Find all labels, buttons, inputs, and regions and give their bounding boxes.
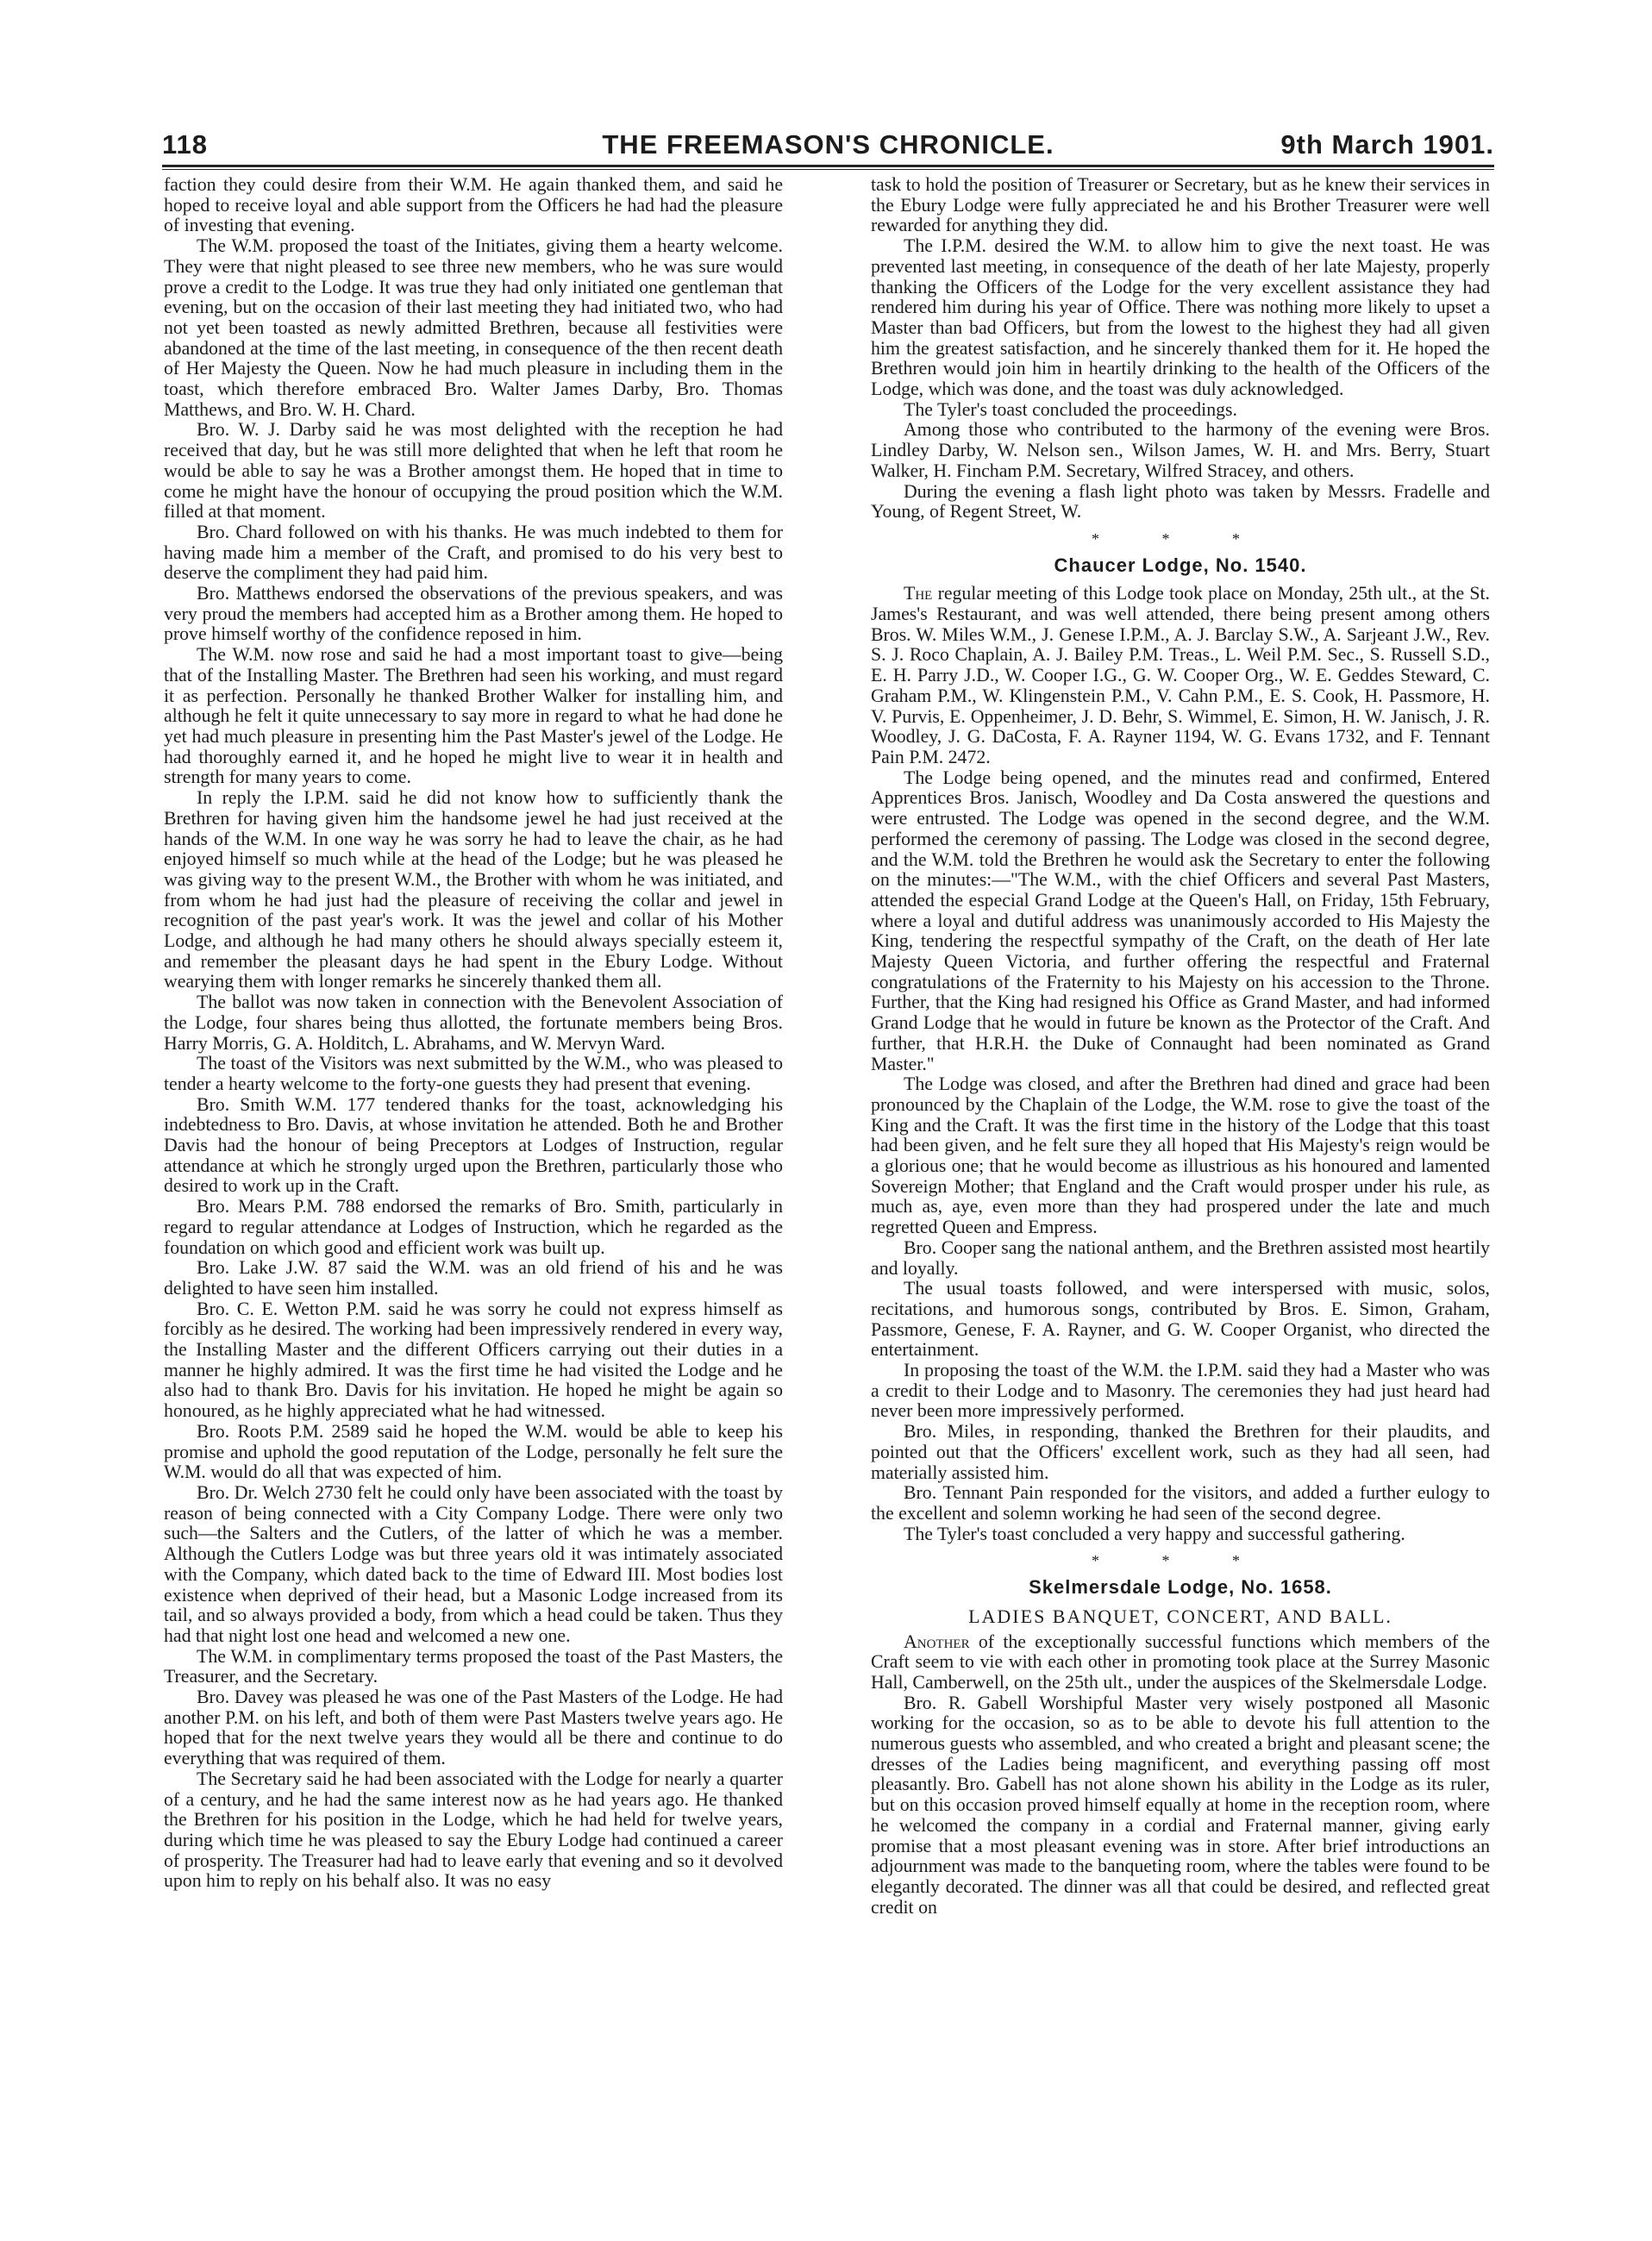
paragraph <box>871 584 1490 767</box>
paragraph: The usual toasts followed, and were interspersed with music, solos, recitations, and humorous songs, contributed by Bros. E. Simon, Graham, Passmore, Genese, F. A. Rayner, and G. W. Cooper Organist, who directed the entertainment. <box>871 1278 1490 1361</box>
paragraph: Bro. Dr. Welch 2730 felt he could only have been associated with the toast by reason of being connected with a City Company Lodge. There were only two such—the Salters and the Cutlers, of the latter of which he was a member. Although the Cutlers Lodge was but three years old it was intimately associated with the Company, which dated back to the time of Edward III. Most bodies lost existence when deprived of their head, but a Masonic Lodge increased from its tail, and so always provided a body, from which a head could be taken. Thus they had that night lost one head and welcomed a new one. <box>164 1482 783 1646</box>
left-column <box>164 175 783 2210</box>
paragraph: Bro. Mears P.M. 788 endorsed the remarks of Bro. Smith, particularly in regard to regular attendance at Lodges of Instruction, which he regarded as the foundation on which good and efficient work was built up. <box>164 1196 783 1258</box>
issue-date: 9th March 1901. <box>1280 129 1494 160</box>
right-column <box>871 175 1490 2210</box>
paragraph: Bro. Cooper sang the national anthem, and the Brethren assisted most heartily and loyally. <box>871 1236 1490 1279</box>
skelmersdale-lodge-heading: Skelmersdale Lodge, No. 1658. <box>1029 1576 1332 1599</box>
page-number: 118 <box>162 129 209 160</box>
paragraph: task to hold the position of Treasurer or Secretary, but as he knew their services in the Ebury Lodge were fully appreciated he and his Brother Treasurer were well rewarded for anything they did. <box>871 175 1490 236</box>
paragraph: faction they could desire from their W.M. He again thanked them, and said he hoped to receive loyal and able support from the Officers he had had the pleasure of investing that evening. <box>164 175 783 236</box>
paragraph: Bro. C. E. Wetton P.M. said he was sorry he could not express himself as forcibly as he desired. The working had been impressively rendered in every way, the Installing Master and the different Officers carrying out their duties in a manner he highly admired. It was the first time he had visited the Lodge and he also had to thank Bro. Davis for his invitation. He hoped he might be again so honoured, as he highly appreciated what he had witnessed. <box>164 1298 783 1422</box>
paragraph: The Lodge was closed, and after the Brethren had dined and grace had been pronounced by the Chaplain of the Lodge, the W.M. rose to give the toast of the King and the Craft. It was the first time in the history of the Lodge that this toast had been given, and he felt sure they all hoped that His Majesty's reign would be a glorious one; that he would become as illustrious as his honoured and lamented Sovereign Mother; that England and the Craft would prosper under his rule, as much as, aye, even more than they had prospered under the late and much regretted Queen and Empress. <box>871 1074 1490 1238</box>
page-header <box>162 129 1494 164</box>
paragraph: Bro. W. J. Darby said he was most delighted with the reception he had received that day, but he was still more delighted that when he left that room he would be able to say he was a Brother amongst them. He hoped that in time to come he might have the honour of occupying the proud position which the W.M. filled at that moment. <box>164 419 783 523</box>
section-separator: * * * <box>1092 529 1269 548</box>
event-subheading: LADIES BANQUET, CONCERT, AND BALL. <box>968 1605 1392 1627</box>
paragraph: Bro. Smith W.M. 177 tendered thanks for the toast, acknowledging his indebtedness to Bro. Davis, at whose invitation he attended. Both he and Brother Davis had the honour of being Preceptors at Lodges of Instruction, regular attendance at which he strongly urged upon the Brethren, particularly those who desired to work up in the Craft. <box>164 1093 783 1197</box>
paragraph: Among those who contributed to the harmony of the evening were Bros. Lindley Darby, W. Nelson sen., Wilson James, W. H. and Mrs. Berry, Stuart Walker, H. Fincham P.M. Secretary, Wilfred Stracey, and others. <box>871 419 1490 481</box>
header-rule-thin <box>162 169 1494 170</box>
paragraph: The I.P.M. desired the W.M. to allow him to give the next toast. He was prevented last meeting, in consequence of the death of her late Majesty, properly thanking the Officers of the Lodge for the very excellent assistance they had rendered him during his year of Office. There was nothing more likely to upset a Master than bad Officers, but from the lowest to the highest they had all given him the greatest satisfaction, and he sincerely thanked them for it. He hoped the Brethren would join him in heartily drinking to the health of the Officers of the Lodge, which was done, and the toast was duly acknowledged. <box>871 235 1490 400</box>
paragraph: Bro. Chard followed on with his thanks. He was much indebted to them for having made him a member of the Craft, and promised to do his very best to deserve the compliment they had paid him. <box>164 521 783 584</box>
publication-title: THE FREEMASON'S CHRONICLE. <box>602 129 1054 160</box>
paragraph: In proposing the toast of the W.M. the I.P.M. said they had a Master who was a credit to their Lodge and to Masonry. The ceremonies they had just heard had never been more impressively performed. <box>871 1360 1490 1422</box>
chaucer-lodge-heading: Chaucer Lodge, No. 1540. <box>1054 554 1307 576</box>
paragraph: The Lodge being opened, and the minutes read and confirmed, Entered Apprentices Bros. Janisch, Woodley and Da Costa answered the questions and were entrusted. The Lodge was opened in the second degree, and the W.M. performed the ceremony of passing. The Lodge was closed in the second degree, and the W.M. told the Brethren he would ask the Secretary to enter the following on the minutes:—"The W.M., with the chief Officers and several Past Masters, attended the especial Grand Lodge at the Queen's Hall, on Friday, 15th February, where a loyal and dutiful address was unanimously accorded to His Majesty the King, tendering the respectful sympathy of the Craft, on the death of Her late Majesty Queen Victoria, and further offering the respectful and Fraternal congratulations of the Fraternity to his Majesty on his accession to the Throne. Further, that the King had resigned his Office as Grand Master, and had informed Grand Lodge that he would in future be known as the Protector of the Craft. And further, that H.R.H. the Duke of Connaught had been nominated as Grand Master." <box>871 767 1490 1074</box>
paragraph-text: regular meeting of this Lodge took place on Monday, 25th ult., at the St. James's Restaurant, and was well attended, there being present among others Bros. W. Miles W.M., J. Genese I.P.M., A. J. Barclay S.W., A. Sarjeant J.W., Rev. S. J. Roco Chaplain, A. J. Bailey P.M. Treas., L. Weil P.M. Sec., S. Russell S.D., E. H. Parry J.D., W. Cooper I.G., G. W. Cooper Org., W. E. Geddes Steward, C. Graham P.M., W. Klingenstein P.M., V. Cahn P.M., E. S. Cook, H. Passmore, H. V. Purvis, E. Oppenheimer, J. D. Behr, S. Wimmel, E. Simon, H. W. Janisch, J. R. Woodley, J. G. DaCosta, F. A. Rayner 1194, W. G. Evans 1732, and F. Tennant Pain P.M. 2472. <box>871 583 1490 767</box>
paragraph: Bro. Miles, in responding, thanked the Brethren for their plaudits, and pointed out that the Officers' excellent work, such as they had all seen, had materially assisted him. <box>871 1421 1490 1483</box>
section-separator: * * * <box>1092 1552 1269 1570</box>
paragraph: The Tyler's toast concluded the proceedings. <box>904 398 1237 420</box>
paragraph: The W.M. now rose and said he had a most important toast to give—being that of the Installing Master. The Brethren had seen his working, and must regard it as perfection. Personally he thanked Brother Walker for installing him, and although he felt it quite unnecessary to say more in regard to what he had done he yet had much pleasure in presenting him the Past Master's jewel of the Lodge. He had thoroughly earned it, and he hoped he might live to wear it in health and strength for many years to come. <box>164 644 783 788</box>
paragraph: Bro. Tennant Pain responded for the visitors, and added a further eulogy to the excellent and solemn working he had seen of the second degree. <box>871 1482 1490 1524</box>
paragraph: The ballot was now taken in connection with the Benevolent Association of the Lodge, four shares being thus allotted, the fortunate members being Bros. Harry Morris, G. A. Holditch, L. Abrahams, and W. Mervyn Ward. <box>164 992 783 1054</box>
paragraph: Bro. Lake J.W. 87 said the W.M. was an old friend of his and he was delighted to have seen him installed. <box>164 1257 783 1299</box>
paragraph-text: of the exceptionally successful functions which members of the Craft seem to vie with each other in promoting took place at the Surrey Masonic Hall, Camberwell, on the 25th ult., under the auspices of the Skelmersdale Lodge. <box>871 1631 1490 1693</box>
lead-word: The <box>904 583 933 604</box>
paragraph: Bro. Roots P.M. 2589 said he hoped the W.M. would be able to keep his promise and uphold the good reputation of the Lodge, personally he felt sure the W.M. would do all that was expected of him. <box>164 1420 783 1483</box>
paragraph <box>871 1632 1490 1693</box>
paragraph: The toast of the Visitors was next submitted by the W.M., who was pleased to tender a hearty welcome to the forty-one guests they had present that evening. <box>164 1053 783 1094</box>
paragraph: The W.M. proposed the toast of the Initiates, giving them a hearty welcome. They were that night pleased to see three new members, who he was sure would prove a credit to the Lodge. It was true they had only initiated one gentleman that evening, but on the occasion of their last meeting they had initiated two, who had not yet been toasted as newly admitted Brethren, because all festivities were abandoned at the time of the last meeting, in consequence of the then recent death of Her Majesty the Queen. Now he had much pleasure in including them in the toast, which therefore embraced Bro. Walter James Darby, Bro. Thomas Matthews, and Bro. W. H. Chard. <box>164 235 783 420</box>
header-rule <box>162 165 1494 167</box>
paragraph: In reply the I.P.M. said he did not know how to sufficiently thank the Brethren for having given him the handsome jewel he had just received at the hands of the W.M. In one way he was sorry he had to leave the chair, as he had enjoyed himself so much while at the head of the Lodge; but he was pleased he was giving way to the present W.M., the Brother with whom he was initiated, and from whom he had just had the pleasure of receiving the collar and jewel in recognition of the past year's work. It was the jewel and collar of his Mother Lodge, and although he had many others he should always specially esteem it, and remember the pleasant days he had spent in the Ebury Lodge. Without wearying them with longer remarks he sincerely thanked them all. <box>164 787 783 992</box>
paragraph: Bro. Matthews endorsed the observations of the previous speakers, and was very proud the members had accepted him as a Brother among them. He hoped to prove himself worthy of the confidence reposed in him. <box>164 583 783 645</box>
paragraph: The W.M. in complimentary terms proposed the toast of the Past Masters, the Treasurer, and the Secretary. <box>164 1645 783 1687</box>
paragraph: The Secretary said he had been associated with the Lodge for nearly a quarter of a century, and he had the same interest now as he had years ago. He thanked the Brethren for his position in the Lodge, which he had held for twelve years, during which time he was pleased to say the Ebury Lodge had continued a career of prosperity. The Treasurer had had to leave early that evening and so it devolved upon him to reply on his behalf also. It was no easy <box>164 1768 783 1892</box>
paragraph: During the evening a flash light photo was taken by Messrs. Fradelle and Young, of Regent Street, W. <box>871 480 1490 523</box>
paragraph: Bro. Davey was pleased he was one of the Past Masters of the Lodge. He had another P.M. on his left, and both of them were Past Masters twelve years ago. He hoped that for the next twelve years they would all be there and continue to do everything that was required of them. <box>164 1687 783 1769</box>
lead-word: Another <box>904 1631 970 1652</box>
paragraph: Bro. R. Gabell Worshipful Master very wisely postponed all Masonic working for the occasion, so as to be able to devote his full attention to the numerous guests who assembled, and who created a bright and pleasant scene; the dresses of the Ladies being magnificent, and everything passing off most pleasantly. Bro. Gabell has not alone shown his ability in the Lodge as its ruler, but on this occasion proved himself equally at home in the reception room, where he welcomed the company in a cordial and Fraternal manner, giving early promise that a most pleasant evening was in store. After brief introductions an adjournment was made to the banqueting room, where the tables were found to be elegantly decorated. The dinner was all that could be desired, and reflected great credit on <box>871 1692 1490 1918</box>
paragraph: The Tyler's toast concluded a very happy and successful gathering. <box>904 1523 1405 1544</box>
